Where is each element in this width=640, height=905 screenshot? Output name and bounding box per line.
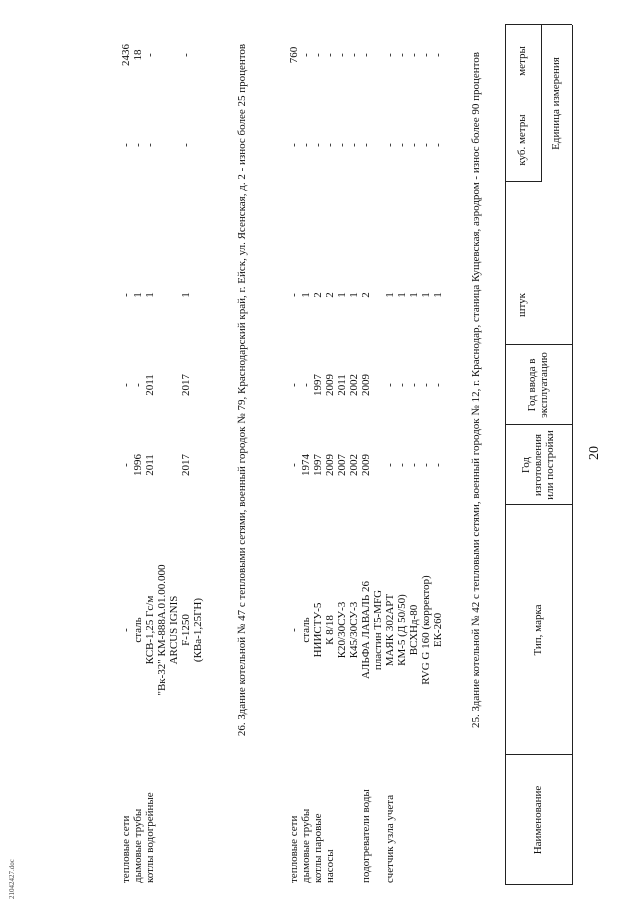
header-unit-group: Единица измерения — [550, 57, 562, 150]
table-cell: КМ-5 (Д 50/50) — [396, 594, 408, 666]
table-cell: - — [144, 53, 156, 57]
table-cell — [348, 789, 360, 883]
table-cell: - — [408, 53, 420, 57]
table-cell — [372, 265, 384, 325]
table-cell: - — [420, 143, 432, 147]
table-cell: - — [300, 53, 312, 57]
header-year-service: Год ввода в эксплуатацию — [526, 352, 550, 418]
table-cell — [396, 789, 408, 883]
table-cell: 2 — [360, 292, 372, 298]
table-cell — [168, 792, 180, 883]
table-cell: - — [348, 53, 360, 57]
table-cell: НИИСТУ-5 — [312, 602, 324, 658]
table-cell: котлы водогрейные — [144, 792, 156, 883]
table-cell: К45/30СУ-3 — [348, 601, 360, 659]
table-cell: дымовые трубы — [300, 808, 312, 883]
section-26-pcs — [120, 265, 204, 325]
table-cell: 1 — [384, 292, 396, 298]
table-cell: - — [396, 463, 408, 467]
table-cell: 2009 — [324, 374, 336, 396]
table-cell: АЛЬФА ЛАВАЛЬ 26 — [360, 581, 372, 679]
table-cell: - — [288, 143, 300, 147]
table-cell — [156, 345, 168, 425]
table-cell: подогреватели воды — [360, 789, 372, 883]
section-26-year-service — [120, 345, 204, 425]
table-cell: - — [384, 463, 396, 467]
header-year-made: Год изготовления или постройки — [520, 430, 556, 500]
section-26-year-made — [120, 425, 204, 505]
table-cell: - — [420, 383, 432, 387]
footer-doc-name: 21042427.doc — [8, 859, 16, 899]
table-cell: - — [324, 53, 336, 57]
table-cell: - — [396, 383, 408, 387]
table-cell: сталь — [300, 617, 312, 643]
table-cell: 1996 — [132, 454, 144, 476]
table-cell: сталь — [132, 617, 144, 643]
table-cell: 18 — [132, 49, 144, 61]
table-cell — [192, 265, 204, 325]
table-cell: 1 — [300, 292, 312, 298]
table-cell — [336, 789, 348, 883]
table-cell: - — [408, 383, 420, 387]
table-cell — [168, 25, 180, 85]
table-cell: - — [360, 143, 372, 147]
header-meters: метры — [516, 46, 528, 76]
table-cell: - — [120, 628, 132, 632]
table-cell: (КВа-1,25ГН) — [192, 597, 204, 663]
table-cell — [192, 345, 204, 425]
table-cell: - — [432, 143, 444, 147]
table-cell: 2009 — [324, 454, 336, 476]
table-cell: - — [120, 463, 132, 467]
header-model: Тип, марка — [532, 604, 544, 656]
table-cell — [192, 25, 204, 85]
table-cell: - — [144, 143, 156, 147]
table-cell — [168, 115, 180, 175]
table-cell: 760 — [288, 46, 300, 64]
table-cell: - — [120, 383, 132, 387]
table-cell — [168, 425, 180, 505]
table-cell: - — [324, 143, 336, 147]
table-cell: 1997 — [312, 374, 324, 396]
table-cell: 1974 — [300, 454, 312, 476]
section-26-cubic — [120, 115, 204, 175]
table-cell: - — [300, 143, 312, 147]
table-cell — [156, 265, 168, 325]
table-cell: 2 — [312, 292, 324, 298]
table-cell: - — [288, 293, 300, 297]
table-cell — [372, 115, 384, 175]
table-cell: - — [336, 53, 348, 57]
table-cell — [192, 792, 204, 883]
table-cell: ARCUS IGNIS — [168, 595, 180, 665]
section-25-names — [288, 789, 444, 883]
table-cell: насосы — [324, 849, 336, 883]
table-cell: ВСХНд-80 — [408, 604, 420, 656]
table-cell: - — [348, 143, 360, 147]
section-25-pcs — [288, 265, 444, 325]
table-cell: - — [432, 463, 444, 467]
table-cell: - — [288, 628, 300, 632]
table-cell: - — [360, 53, 372, 57]
table-cell: - — [420, 53, 432, 57]
table-cell: - — [384, 53, 396, 57]
table-cell: 2011 — [144, 454, 156, 476]
table-cell — [372, 345, 384, 425]
header-cubic-meters: куб. метры — [516, 114, 528, 166]
table-cell: 2009 — [360, 454, 372, 476]
page-number: 20 — [587, 446, 602, 460]
table-cell: МАЯК 302АРТ — [384, 593, 396, 667]
table-cell: 2017 — [180, 454, 192, 476]
section-26-meters — [120, 25, 204, 85]
table-cell: - — [336, 143, 348, 147]
section-26-title: 26. Здание котельной № 47 с тепловыми сетями, военный городок № 79, Краснодарский край, г. Ейск, ул. Ясенская, д. 2 - износ более 25 процентов — [236, 43, 248, 737]
table-cell: RVG G 160 (корректор) — [420, 575, 432, 685]
section-25-year-service — [288, 345, 444, 425]
table-cell: - — [396, 53, 408, 57]
table-cell — [156, 25, 168, 85]
table-cell — [156, 425, 168, 505]
table-cell: 1 — [420, 292, 432, 298]
table-cell: КСВ-1,25 Гс/м — [144, 595, 156, 665]
table-cell: 2002 — [348, 374, 360, 396]
table-cell: К 8/18 — [324, 615, 336, 645]
table-cell: "Вк-32" КМ-888А.01.00.000 — [156, 564, 168, 696]
table-cell — [192, 425, 204, 505]
table-cell: - — [384, 383, 396, 387]
table-cell — [168, 265, 180, 325]
table-cell: 2 — [324, 292, 336, 298]
table-cell: - — [432, 53, 444, 57]
table-cell: 2017 — [180, 374, 192, 396]
table-cell: 2436 — [120, 44, 132, 66]
table-cell: тепловые сети — [120, 815, 132, 883]
section-25-models — [288, 505, 444, 755]
table-cell — [408, 789, 420, 883]
table-cell: - — [396, 143, 408, 147]
table-cell: пластин Т5-MFG — [372, 589, 384, 671]
table-cell: - — [420, 463, 432, 467]
table-cell: - — [408, 143, 420, 147]
table-cell: К20/30СУ-3 — [336, 601, 348, 659]
table-cell — [156, 115, 168, 175]
table-cell: - — [408, 463, 420, 467]
table-cell: F-1250 — [180, 614, 192, 646]
table-cell: дымовые трубы — [132, 808, 144, 883]
section-26-names — [120, 792, 204, 883]
table-cell — [372, 25, 384, 85]
section-25-title: 25. Здание котельной № 42 с тепловыми сетями, военный городок № 12, г. Краснодар, станица Кущевская, аэродром - износ более 90 процентов — [470, 52, 482, 728]
table-cell: счетчик узла учета — [384, 794, 396, 883]
table-cell: 1 — [408, 292, 420, 298]
table-cell: - — [312, 53, 324, 57]
table-cell: 1 — [180, 292, 192, 298]
table-cell: 2011 — [336, 374, 348, 396]
table-cell — [180, 792, 192, 883]
table-cell: - — [132, 143, 144, 147]
table-cell: - — [384, 143, 396, 147]
table-cell: - — [132, 383, 144, 387]
table-cell: - — [432, 383, 444, 387]
section-25-cubic — [288, 115, 444, 175]
table-cell: - — [312, 143, 324, 147]
table-cell: 1 — [396, 292, 408, 298]
table-cell: 1 — [132, 292, 144, 298]
table-cell: 2011 — [144, 374, 156, 396]
header-name: Наименование — [532, 785, 544, 855]
table-cell: 1 — [432, 292, 444, 298]
table-cell: 1 — [348, 292, 360, 298]
table-cell: 1997 — [312, 454, 324, 476]
table-cell — [432, 789, 444, 883]
table-cell: ЕК-260 — [432, 612, 444, 648]
table-cell — [372, 425, 384, 505]
table-cell: тепловые сети — [288, 815, 300, 883]
table-cell: - — [120, 143, 132, 147]
section-26-models — [120, 505, 204, 755]
section-25-year-made — [288, 425, 444, 505]
table-cell: - — [288, 463, 300, 467]
table-cell: - — [180, 53, 192, 57]
table-cell: 2007 — [336, 454, 348, 476]
table-cell: 1 — [336, 292, 348, 298]
table-cell: 2002 — [348, 454, 360, 476]
table-cell: - — [180, 143, 192, 147]
table-cell: 2009 — [360, 374, 372, 396]
table-cell: - — [288, 383, 300, 387]
table-cell: - — [300, 383, 312, 387]
header-pcs: штук — [516, 293, 528, 317]
table-cell — [420, 789, 432, 883]
table-cell — [372, 789, 384, 883]
section-25-meters — [288, 25, 444, 85]
table-cell: 1 — [144, 292, 156, 298]
table-cell: котлы паровые — [312, 813, 324, 883]
table-cell — [156, 792, 168, 883]
table-cell: - — [120, 293, 132, 297]
table-cell — [192, 115, 204, 175]
table-cell — [168, 345, 180, 425]
